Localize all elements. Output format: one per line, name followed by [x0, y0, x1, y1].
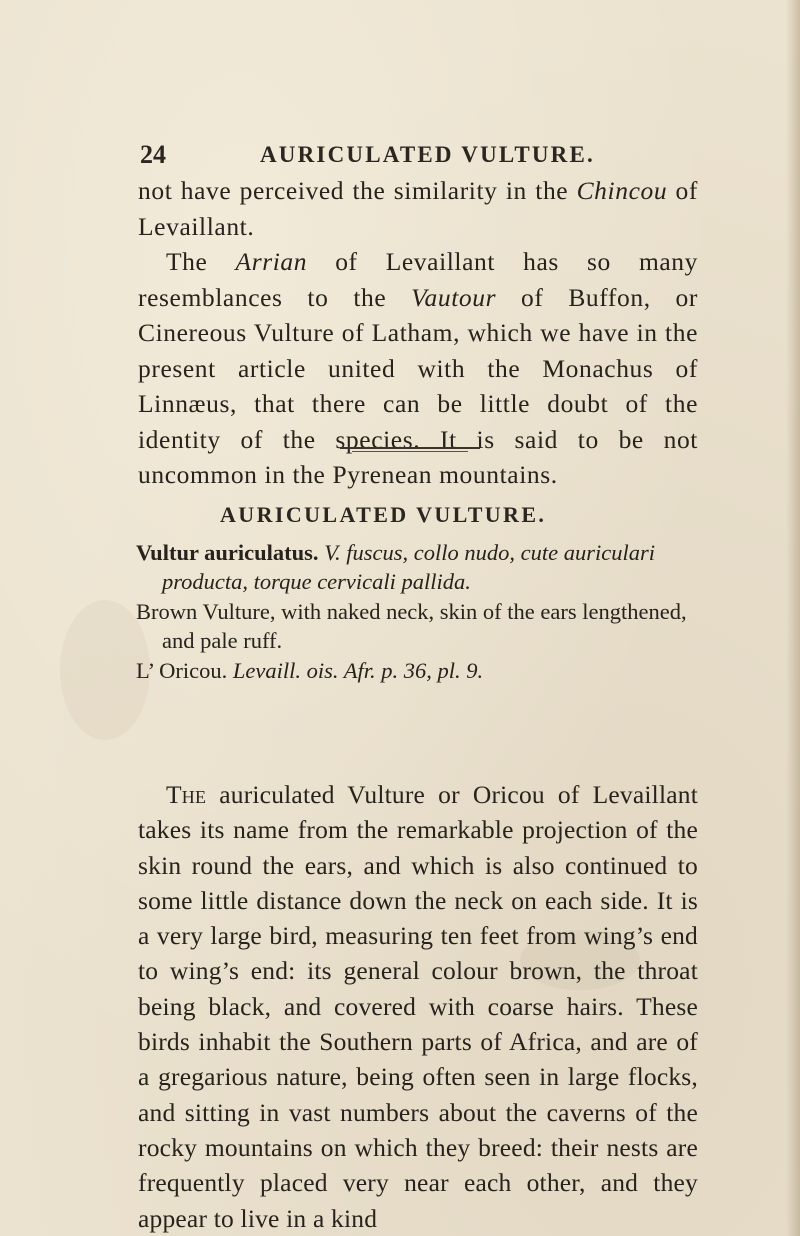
section-title: AURICULATED VULTURE.: [220, 502, 547, 527]
body-paragraph: The auriculated Vulture or Oricou of Levaillant takes its name from the remarkable projection of the skin round the ears, and which is also continued to some little distance down the neck on each side. It is a very large bird, measuring ten feet from wing’s end to wing’s end: its general colour brown, the throat being black, and covered with coarse hairs. These birds inhabit the Southern parts of Africa, and are of a gregarious nature, being often seen in large flocks, and sitting in vast numbers about the caverns of the rocky mountains on which they breed: their nests are frequently placed very near each other, and they appear to live in a kind: [138, 780, 698, 1233]
page-number: 24: [140, 140, 166, 169]
arrian-term: Arrian: [235, 247, 308, 276]
page-edge-shadow: [786, 0, 800, 1236]
intro-paragraph-1: not have perceived the similarity in the Chincou of Levaillant.: [138, 176, 698, 241]
vautour-term: Vautour: [411, 282, 497, 312]
synonymy-entry-latin: Vultur auriculatus. V. fuscus, collo nudo, cute auriculari producta, torque cervicali pallida.: [136, 540, 655, 594]
opening-word: The: [166, 780, 207, 809]
synonymy-entry-french: L’ Oricou. Levaill. ois. Afr. p. 36, pl. 9.: [136, 658, 484, 683]
running-title: AURICULATED VULTURE.: [260, 142, 595, 167]
chincou-term: Chincou: [576, 176, 668, 205]
body-text: [138, 777, 698, 1236]
section-divider-thin: [352, 451, 468, 452]
section-divider: [340, 447, 480, 449]
synonymy-entry-english: Brown Vulture, with naked neck, skin of the ears lengthened, and pale ruff.: [136, 599, 687, 653]
intro-paragraph-2: The Arrian of Levaillant has so many resemblances to the Vautour of Buffon, or Cinereous Vulture of Latham, which we have in the present article united with the Monachus of Linnæus, that there can be little doubt of the identity of the species. It is said to be not uncommon in the Pyrenean mountains.: [138, 247, 699, 489]
synonymy-block: [136, 538, 704, 686]
intro-text: [138, 173, 698, 493]
